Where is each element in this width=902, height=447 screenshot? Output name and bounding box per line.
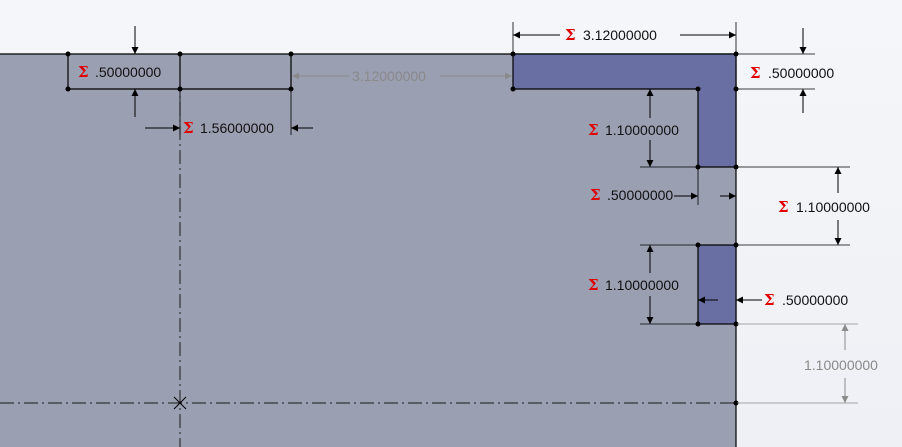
dim-lower-tab-width-value[interactable]: .50000000: [782, 292, 849, 308]
sigma-icon: Σ: [590, 186, 601, 204]
sigma-icon: Σ: [183, 119, 194, 137]
dim-slot-width-value[interactable]: 1.56000000: [200, 120, 274, 136]
dim-stem-gap-value[interactable]: .50000000: [607, 187, 674, 203]
dim-lower-tab-offset[interactable]: [737, 324, 878, 403]
sigma-icon: Σ: [778, 198, 789, 216]
dim-t-top-width[interactable]: [513, 22, 736, 53]
dim-t-top-height[interactable]: [737, 28, 834, 113]
dim-t-top-width-value[interactable]: 3.12000000: [583, 27, 657, 43]
sigma-icon: Σ: [588, 276, 599, 294]
sigma-icon: Σ: [588, 121, 599, 139]
sigma-icon: Σ: [764, 291, 775, 309]
dim-slot-offset-value[interactable]: 3.12000000: [352, 68, 426, 84]
sigma-icon: Σ: [565, 26, 576, 44]
part-face[interactable]: [0, 54, 736, 447]
dim-slot-height-value[interactable]: .50000000: [95, 64, 162, 80]
dim-t-top-height-value[interactable]: .50000000: [768, 65, 835, 81]
sigma-icon: Σ: [750, 64, 761, 82]
lower-tab-region[interactable]: [698, 245, 736, 324]
sigma-icon: Σ: [78, 63, 89, 81]
dim-lower-tab-height-value[interactable]: 1.10000000: [605, 277, 679, 293]
dim-gap-height-value[interactable]: 1.10000000: [796, 199, 870, 215]
dim-gap-height[interactable]: [737, 167, 870, 245]
dim-lower-tab-offset-value[interactable]: 1.10000000: [804, 357, 878, 373]
dim-stem-length-value[interactable]: 1.10000000: [605, 122, 679, 138]
